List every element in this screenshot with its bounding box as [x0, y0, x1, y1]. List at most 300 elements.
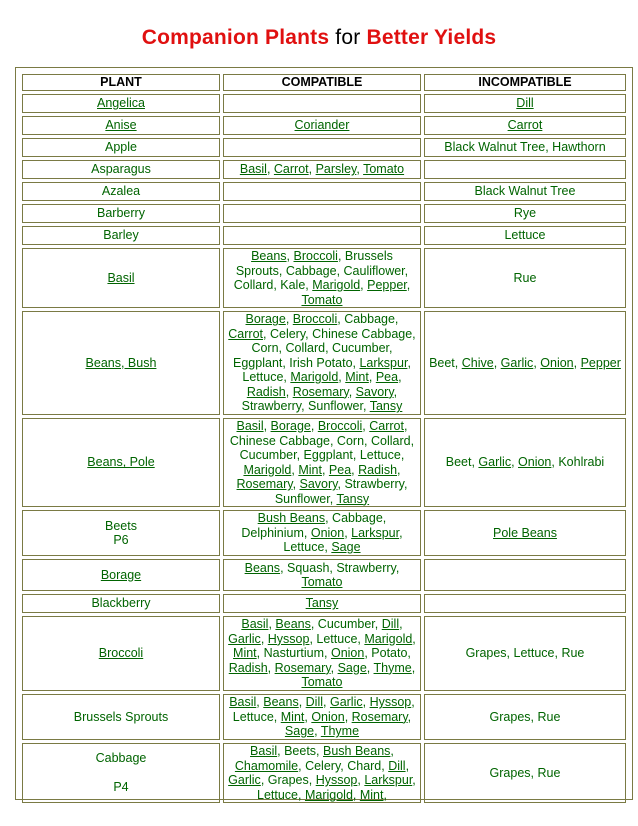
plant-link[interactable]: Larkspur: [351, 525, 400, 540]
plant-cell: [22, 116, 220, 135]
plant-link[interactable]: Carrot: [228, 326, 264, 341]
plant-link[interactable]: Savory: [355, 384, 394, 399]
cell-text: , Nasturtium,: [256, 646, 331, 661]
incompatible-cell: [424, 138, 626, 157]
cell-text: ,: [411, 695, 415, 710]
plant-link[interactable]: Borage: [245, 312, 286, 327]
cell-text: Grapes, Lettuce, Rue: [465, 646, 585, 661]
cell-line: [25, 646, 217, 661]
cell-text: Barley: [103, 228, 139, 243]
cell-line: [226, 249, 418, 264]
cell-line: [427, 646, 623, 661]
plant-link[interactable]: Marigold: [290, 370, 339, 385]
cell-text: Beet,: [445, 455, 479, 470]
plant-link[interactable]: Carrot: [273, 162, 309, 177]
cell-text: ,: [511, 455, 519, 470]
cell-text: ,: [399, 617, 403, 632]
plant-link[interactable]: Mint: [233, 646, 257, 661]
plant-link[interactable]: Beans, Bush: [85, 355, 157, 370]
plant-cell: [22, 594, 220, 613]
cell-text: ,: [268, 617, 276, 632]
cell-text: Rue: [513, 270, 537, 285]
plant-link[interactable]: Parsley: [315, 162, 357, 177]
plant-link[interactable]: Onion: [540, 355, 574, 370]
compatible-cell: [223, 559, 421, 591]
plant-link[interactable]: Broccoli: [292, 312, 338, 327]
plant-cell: [22, 248, 220, 308]
cell-line: [226, 788, 418, 803]
table-row: [22, 226, 626, 245]
plant-link[interactable]: Mint: [359, 787, 384, 802]
cell-line: [427, 356, 623, 371]
cell-text: ,: [344, 709, 352, 724]
title-better-yields: Better Yields: [366, 26, 497, 49]
cell-text: ,: [256, 695, 264, 710]
plant-link[interactable]: Dill: [381, 617, 400, 632]
cell-text: ,: [399, 525, 403, 540]
cell-line: [226, 477, 418, 492]
cell-line: [226, 744, 418, 759]
cell-line: [226, 385, 418, 400]
cell-line: [226, 759, 418, 774]
cell-text: ,: [314, 724, 321, 739]
table-row: [22, 743, 626, 803]
table-row: [22, 248, 626, 308]
table-row: [22, 510, 626, 556]
plant-link[interactable]: Radish: [358, 462, 398, 477]
plant-link[interactable]: Carrot: [369, 419, 404, 433]
cell-line: [226, 661, 418, 676]
cell-text: Beet,: [429, 355, 462, 370]
plant-link[interactable]: Sage: [331, 540, 361, 555]
plant-link[interactable]: Savory: [299, 477, 338, 491]
plant-link[interactable]: Coriander: [294, 118, 350, 133]
incompatible-cell: [424, 116, 626, 135]
cell-line: [226, 724, 418, 739]
cell-line: [226, 540, 418, 555]
cell-text: Cabbage: [95, 751, 147, 766]
cell-text: , Strawberry,: [337, 477, 408, 491]
plant-link[interactable]: Basil: [107, 270, 135, 285]
plant-link[interactable]: Tomato: [301, 575, 343, 589]
table-row: [22, 594, 626, 613]
plant-link[interactable]: Dill: [516, 96, 534, 111]
plant-link[interactable]: Sage: [337, 660, 367, 675]
plant-link[interactable]: Tomato: [363, 162, 405, 177]
plant-link[interactable]: Basil: [239, 162, 267, 177]
cell-text: , Brussels: [337, 249, 393, 263]
cell-text: Brussels Sprouts: [73, 709, 169, 724]
table-row: [22, 694, 626, 740]
cell-line: [427, 526, 623, 541]
plant-link[interactable]: Mint: [298, 462, 322, 477]
plant-link[interactable]: Thyme: [320, 724, 360, 739]
compatible-cell: [223, 226, 421, 245]
cell-text: ,: [298, 695, 306, 710]
cell-text: Sunflower,: [274, 491, 337, 506]
header-row: [22, 74, 626, 91]
plant-link[interactable]: Onion: [518, 455, 552, 470]
plant-cell: [22, 559, 220, 591]
cell-text: ,: [291, 462, 299, 477]
page-title: [0, 26, 638, 50]
cell-line: [25, 710, 217, 725]
plant-link[interactable]: Basil: [250, 744, 278, 758]
cell-text: ,: [344, 525, 352, 540]
cell-text: ,: [292, 477, 300, 491]
cell-line: [226, 264, 418, 279]
compatible-cell: [223, 510, 421, 556]
plant-cell: [22, 138, 220, 157]
cell-line: [25, 184, 217, 199]
cell-line: [25, 519, 217, 534]
cell-line: [427, 455, 623, 470]
cell-text: ,: [407, 355, 411, 370]
cell-line: [226, 617, 418, 632]
cell-line: [427, 206, 623, 221]
incompatible-cell: [424, 311, 626, 415]
cell-text: , Cabbage,: [337, 312, 399, 327]
plant-link[interactable]: Anise: [105, 118, 137, 133]
plant-link[interactable]: Rosemary: [351, 709, 408, 724]
plant-link[interactable]: Garlic: [329, 695, 363, 710]
cell-line: [25, 96, 217, 111]
incompatible-cell: [424, 226, 626, 245]
plant-link[interactable]: Tansy: [369, 399, 403, 414]
plant-link[interactable]: Tansy: [336, 491, 370, 506]
cell-text: ,: [412, 631, 416, 646]
cell-text: ,: [308, 162, 316, 177]
cell-line: [226, 419, 418, 434]
cell-line: [226, 312, 418, 327]
cell-text: , Grapes,: [260, 773, 316, 787]
plant-link[interactable]: Beans: [244, 560, 281, 575]
cell-line: [427, 766, 623, 781]
incompatible-cell: [424, 248, 626, 308]
cell-line: [226, 293, 418, 308]
plant-link[interactable]: Basil: [241, 617, 269, 632]
incompatible-cell: [424, 510, 626, 556]
plant-link[interactable]: Pea: [375, 370, 399, 385]
plant-link[interactable]: Garlic: [500, 355, 534, 370]
cell-line: [226, 162, 418, 177]
cell-text: ,: [351, 462, 359, 477]
cell-text: Sprouts, Cabbage, Cauliflower,: [235, 263, 409, 278]
plant-link[interactable]: Pea: [328, 462, 352, 477]
cell-text: ,: [412, 773, 416, 787]
cell-text: Black Walnut Tree, Hawthorn: [444, 140, 606, 155]
compatible-cell: [223, 694, 421, 740]
plant-link[interactable]: Bush Beans: [323, 744, 391, 758]
plant-link[interactable]: Bush Beans: [257, 511, 326, 526]
plant-link[interactable]: Beans, Pole: [87, 455, 155, 470]
title-companion-plants: Companion Plants: [141, 26, 330, 49]
cell-line: [25, 766, 217, 781]
cell-text: Asparagus: [91, 162, 151, 177]
plant-link[interactable]: Tansy: [305, 596, 339, 611]
plant-cell: [22, 204, 220, 223]
table-body: [22, 94, 626, 803]
plant-link[interactable]: Marigold: [304, 787, 353, 802]
cell-line: [226, 448, 418, 463]
compatible-cell: [223, 418, 421, 507]
plant-cell: [22, 311, 220, 415]
plant-link[interactable]: Basil: [229, 695, 257, 710]
cell-line: [226, 710, 418, 725]
cell-text: , Cucumber,: [310, 617, 382, 632]
cell-line: [226, 632, 418, 647]
cell-text: ,: [366, 660, 374, 675]
cell-line: [25, 455, 217, 470]
incompatible-cell: [424, 94, 626, 113]
cell-line: [226, 561, 418, 576]
compatible-cell: [223, 311, 421, 415]
cell-text: Grapes, Rue: [489, 709, 561, 724]
cell-line: [427, 228, 623, 243]
plant-link[interactable]: Sage: [284, 724, 315, 739]
cell-text: ,: [348, 384, 356, 399]
cell-text: Lettuce,: [257, 787, 305, 802]
cell-line: [427, 140, 623, 155]
cell-line: [25, 751, 217, 766]
cell-text: ,: [285, 312, 293, 327]
plant-link[interactable]: Dill: [305, 695, 324, 710]
plant-link[interactable]: Hyssop: [369, 695, 412, 710]
plant-link[interactable]: Onion: [311, 709, 345, 724]
cell-text: Beets: [105, 518, 137, 533]
cell-text: , Kohlrabi: [551, 455, 605, 470]
table-row: [22, 182, 626, 201]
cell-text: ,: [407, 709, 412, 724]
plant-link[interactable]: Larkspur: [359, 355, 408, 370]
cell-text: Lettuce,: [283, 540, 332, 555]
cell-text: ,: [398, 370, 402, 385]
cell-text: ,: [352, 787, 360, 802]
cell-line: [226, 511, 418, 526]
cell-text: ,: [310, 419, 318, 433]
cell-line: [25, 356, 217, 371]
plant-link[interactable]: Borage: [270, 419, 311, 433]
plant-cell: [22, 616, 220, 691]
plant-link[interactable]: Pepper: [367, 278, 407, 292]
compatible-cell: [223, 616, 421, 691]
plant-link[interactable]: Hyssop: [315, 773, 358, 787]
plant-link[interactable]: Beans: [263, 695, 299, 710]
cell-line: [25, 533, 217, 548]
cell-text: , Celery, Chinese Cabbage,: [263, 326, 416, 341]
cell-text: Lettuce: [504, 228, 546, 243]
table-row: [22, 116, 626, 135]
cell-line: [226, 575, 418, 590]
compatible-cell: [223, 182, 421, 201]
cell-text: ,: [405, 758, 410, 773]
plant-link[interactable]: Tomato: [301, 292, 343, 307]
plant-cell: [22, 226, 220, 245]
plant-link[interactable]: Chamomile: [234, 758, 299, 773]
incompatible-cell: [424, 182, 626, 201]
incompatible-cell: [424, 160, 626, 179]
plant-cell: [22, 510, 220, 556]
cell-text: Rye: [513, 206, 537, 221]
plant-link[interactable]: Mint: [280, 709, 305, 724]
cell-text: ,: [411, 660, 416, 675]
plant-link[interactable]: Garlic: [228, 631, 261, 646]
cell-text: ,: [267, 660, 275, 675]
cell-text: Blackberry: [91, 596, 151, 611]
cell-text: Azalea: [101, 184, 141, 199]
plant-link[interactable]: Rosemary: [236, 477, 293, 491]
cell-text: ,: [356, 162, 364, 177]
cell-text: ,: [573, 355, 581, 370]
header-compatible: COMPATIBLE: [223, 74, 421, 91]
cell-text: Collard, Kale,: [233, 278, 313, 292]
plant-link[interactable]: Beans: [251, 249, 287, 263]
plant-link[interactable]: Onion: [310, 525, 345, 540]
cell-line: [226, 646, 418, 661]
cell-text: ,: [362, 695, 370, 710]
compatible-cell: [223, 160, 421, 179]
plant-link[interactable]: Chive: [461, 355, 494, 370]
cell-line: [226, 327, 418, 342]
cell-line: [25, 596, 217, 611]
header-incompatible: INCOMPATIBLE: [424, 74, 626, 91]
cell-text: ,: [285, 384, 293, 399]
plant-link[interactable]: Rosemary: [274, 660, 331, 675]
plant-link[interactable]: Dill: [388, 758, 406, 773]
plant-link[interactable]: Hyssop: [267, 631, 310, 646]
plant-cell: [22, 694, 220, 740]
compatible-cell: [223, 94, 421, 113]
plant-link[interactable]: Garlic: [228, 773, 261, 787]
plant-link[interactable]: Tomato: [301, 675, 343, 690]
cell-line: [226, 399, 418, 414]
cell-text: Strawberry, Sunflower,: [241, 399, 370, 414]
compatible-cell: [223, 594, 421, 613]
plant-link[interactable]: Carrot: [507, 118, 543, 133]
plant-link[interactable]: Marigold: [312, 278, 361, 292]
cell-text: , Beets,: [277, 744, 323, 758]
cell-text: Chinese Cabbage, Corn, Collard,: [229, 433, 415, 448]
plant-link[interactable]: Larkspur: [364, 773, 413, 787]
cell-text: P6: [113, 533, 129, 547]
plant-cell: [22, 182, 220, 201]
plant-link[interactable]: Marigold: [364, 631, 413, 646]
plant-link[interactable]: Mint: [345, 370, 369, 385]
incompatible-cell: [424, 418, 626, 507]
cell-text: ,: [406, 278, 411, 292]
cell-text: ,: [321, 462, 329, 477]
cell-text: ,: [397, 462, 401, 477]
cell-line: [427, 271, 623, 286]
table-row: [22, 616, 626, 691]
cell-line: [226, 526, 418, 541]
plant-link[interactable]: Marigold: [243, 462, 292, 477]
table-row: [22, 138, 626, 157]
cell-text: ,: [304, 709, 312, 724]
table-row: [22, 311, 626, 415]
compatible-cell: [223, 204, 421, 223]
cell-line: [226, 356, 418, 371]
cell-line: [25, 228, 217, 243]
cell-line: [226, 675, 418, 690]
cell-text: ,: [362, 419, 370, 433]
cell-line: [25, 271, 217, 286]
cell-line: [25, 780, 217, 795]
cell-text: Lettuce,: [232, 709, 281, 724]
plant-link[interactable]: Pepper: [580, 355, 621, 370]
cell-text: Cucumber, Eggplant, Lettuce,: [239, 448, 405, 462]
plant-link[interactable]: Radish: [246, 384, 286, 399]
cell-line: [427, 710, 623, 725]
cell-text: , Squash, Strawberry,: [280, 560, 400, 575]
cell-text: Apple: [105, 140, 137, 155]
cell-line: [427, 96, 623, 111]
cell-line: [25, 568, 217, 583]
plant-link[interactable]: Broccoli: [317, 419, 363, 433]
cell-text: ,: [360, 278, 368, 292]
plant-link[interactable]: Garlic: [478, 455, 512, 470]
cell-text: Lettuce,: [242, 370, 291, 385]
table-row: [22, 160, 626, 179]
cell-text: Eggplant, Irish Potato,: [233, 355, 360, 370]
cell-line: [226, 370, 418, 385]
cell-line: [25, 206, 217, 221]
cell-text: Black Walnut Tree: [474, 184, 576, 199]
cell-line: [226, 341, 418, 356]
plant-link[interactable]: Basil: [236, 419, 264, 433]
cell-text: ,: [533, 355, 541, 370]
cell-text: ,: [390, 744, 394, 758]
cell-text: ,: [383, 787, 387, 802]
plant-link[interactable]: Pole Beans: [493, 525, 557, 540]
plant-cell: [22, 94, 220, 113]
cell-line: [25, 118, 217, 133]
plant-cell: [22, 743, 220, 803]
cell-line: [226, 434, 418, 449]
cell-text: ,: [403, 419, 408, 433]
cell-text: ,: [260, 631, 268, 646]
plant-link[interactable]: Angelica: [97, 96, 145, 111]
cell-line: [427, 184, 623, 199]
cell-text: ,: [263, 419, 271, 433]
incompatible-cell: [424, 204, 626, 223]
plant-cell: [22, 418, 220, 507]
cell-line: [226, 278, 418, 293]
plant-link[interactable]: Thyme: [373, 660, 412, 675]
plant-link[interactable]: Beans: [275, 617, 311, 632]
companion-table: [19, 71, 629, 806]
plant-link[interactable]: Radish: [228, 660, 268, 675]
cell-text: , Celery, Chard,: [298, 758, 389, 773]
plant-link[interactable]: Rosemary: [292, 384, 349, 399]
table-row: [22, 204, 626, 223]
plant-link[interactable]: Broccoli: [98, 646, 144, 661]
cell-text: P4: [113, 780, 129, 795]
cell-text: , Cabbage,: [325, 511, 387, 526]
incompatible-cell: [424, 743, 626, 803]
plant-link[interactable]: Borage: [100, 567, 142, 582]
header-plant: PLANT: [22, 74, 220, 91]
plant-link[interactable]: Onion: [330, 646, 365, 661]
incompatible-cell: [424, 694, 626, 740]
compatible-cell: [223, 743, 421, 803]
cell-line: [226, 773, 418, 788]
cell-line: [226, 596, 418, 611]
plant-link[interactable]: Broccoli: [293, 249, 338, 263]
cell-text: Barberry: [97, 206, 145, 221]
cell-text: , Lettuce,: [309, 631, 365, 646]
cell-line: [226, 695, 418, 710]
